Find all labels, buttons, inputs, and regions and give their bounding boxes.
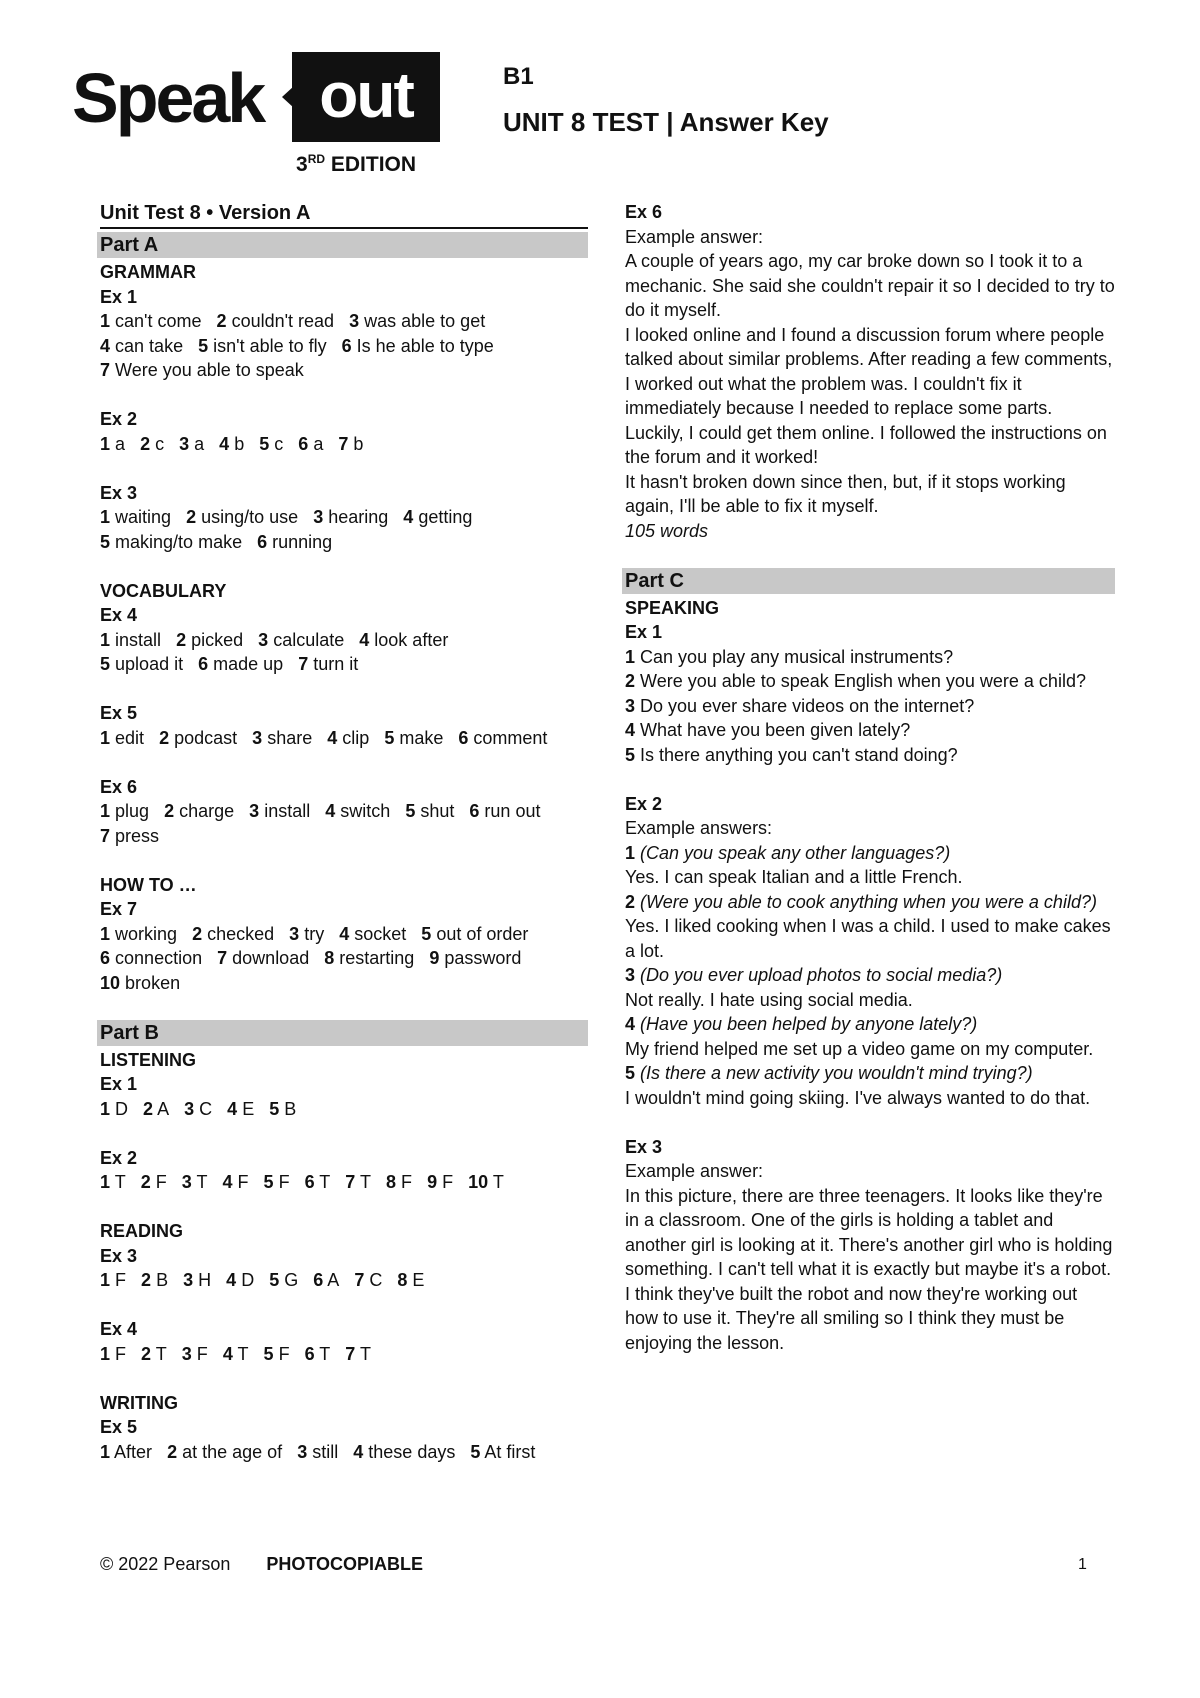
- speaking-example-answer: Yes. I liked cooking when I was a child. I used to make cakes a lot.: [625, 916, 1111, 961]
- answer-text: T: [360, 1172, 371, 1192]
- answer-text: A: [157, 1098, 170, 1119]
- speaking-example-question: [625, 1061, 1115, 1086]
- answer-number: 5: [100, 531, 111, 552]
- answer-number: 2: [140, 1172, 151, 1192]
- answer-text: make: [399, 727, 444, 748]
- answer-line: [100, 652, 588, 677]
- speaking-question: [625, 645, 1115, 670]
- answer-number: 3: [179, 433, 190, 454]
- answer-text: F: [237, 1172, 249, 1192]
- answer-line: [100, 505, 588, 530]
- answer-text: picked: [191, 629, 244, 650]
- answer-text: switch: [340, 801, 391, 821]
- answer-text: c: [155, 433, 165, 454]
- part-a-header: Part A: [97, 232, 588, 258]
- answer-line: [100, 799, 588, 824]
- answer-line: [100, 1268, 588, 1293]
- answer-text: At first: [484, 1441, 536, 1462]
- question-text: What have you been given lately?: [640, 720, 911, 740]
- answer-text: F: [115, 1343, 127, 1364]
- grammar-ex1-answers: [100, 309, 588, 383]
- answer-number: 3: [289, 923, 300, 944]
- vocab-ex5-heading: Ex 5: [100, 703, 138, 723]
- question-number: 5: [625, 744, 636, 765]
- part-b-header: Part B: [97, 1020, 588, 1046]
- writing-ex5-answers: [100, 1440, 588, 1465]
- answer-number: 2: [167, 1441, 178, 1462]
- answer-number: 10: [100, 972, 121, 993]
- document-header: [503, 62, 829, 138]
- reading-ex3-answers: [100, 1268, 588, 1293]
- speaking-ex2-list: [625, 841, 1115, 1111]
- answer-text: B: [156, 1270, 169, 1290]
- answer-number: 6: [100, 948, 111, 968]
- speaking-ex3-paragraph: In this picture, there are three teenagers. It looks like they're in a classroom. One of the girls is holding a tablet and another girl is looking at it. There's another girl who is holding something. I can't tell what it is exactly but maybe it's a robot. I think they've built the robot and now they're working out how to use it. They're all smiling so I think they must be enjoying the lesson.: [625, 1185, 1113, 1353]
- answer-number: 6: [304, 1343, 315, 1364]
- page-title: UNIT 8 TEST | Answer Key: [503, 107, 829, 137]
- answer-number: 9: [427, 1172, 438, 1192]
- answer-text: edit: [115, 727, 145, 748]
- answer-line: [100, 946, 588, 971]
- speaking-example-question: [625, 890, 1115, 915]
- answer-text: waiting: [115, 507, 172, 527]
- photocopiable-label: PHOTOCOPIABLE: [266, 1554, 424, 1574]
- left-column: [100, 200, 588, 1464]
- answer-line: [100, 971, 588, 996]
- answer-text: connection: [115, 948, 203, 968]
- answer-text: C: [199, 1098, 213, 1119]
- answer-text: password: [444, 948, 522, 968]
- writing-ex6-heading: Ex 6: [625, 202, 663, 222]
- answer-number: 5: [269, 1270, 280, 1290]
- answer-text: a: [313, 433, 324, 454]
- answer-number: 2: [216, 311, 227, 331]
- answer-text: at the age of: [182, 1441, 283, 1462]
- answer-text: hearing: [328, 507, 389, 527]
- answer-number: 5: [259, 433, 270, 454]
- question-text: (Is there a new activity you wouldn't mind trying?): [640, 1063, 1033, 1083]
- answer-text: restarting: [339, 948, 415, 968]
- speaking-question: [625, 743, 1115, 768]
- reading-ex4-answers: [100, 1342, 588, 1367]
- howto-ex7-answers: [100, 922, 588, 996]
- answer-text: download: [232, 948, 310, 968]
- grammar-ex3-answers: [100, 505, 588, 554]
- question-number: 3: [625, 965, 636, 985]
- answer-number: 8: [324, 948, 335, 968]
- writing-ex6-paragraph-2: I looked online and I found a discussion forum where people talked about similar problems. After reading a few comments, I worked out what the problem was. I couldn't fix it immediately because I needed to replace some parts. Luckily, I could get them online. I followed the instructions on the forum and it worked!: [625, 324, 1113, 467]
- answer-number: 2: [159, 727, 170, 748]
- speakout-logo: [72, 52, 442, 180]
- answer-text: E: [412, 1270, 425, 1290]
- part-c-header: Part C: [622, 568, 1115, 594]
- speaking-example-question: [625, 963, 1115, 988]
- answer-number: 3: [183, 1270, 194, 1290]
- vocab-ex4-answers: [100, 628, 588, 677]
- answer-text: these days: [368, 1441, 456, 1462]
- answer-text: can't come: [115, 311, 202, 331]
- question-number: 2: [625, 671, 636, 691]
- answer-number: 1: [100, 1441, 111, 1462]
- answer-number: 5: [421, 923, 432, 944]
- answer-text: share: [267, 727, 313, 748]
- answer-number: 3: [252, 727, 263, 748]
- grammar-ex3-heading: Ex 3: [100, 482, 138, 503]
- answer-number: 3: [181, 1343, 192, 1364]
- answer-text: out of order: [436, 923, 529, 944]
- answer-number: 7: [338, 433, 349, 454]
- speaking-ex3-heading: Ex 3: [625, 1136, 663, 1157]
- answer-number: 4: [403, 507, 414, 527]
- answer-text: look after: [374, 629, 449, 650]
- vocab-ex5-answers: [100, 726, 588, 751]
- answer-text: comment: [473, 727, 548, 748]
- howto-heading: HOW TO …: [100, 874, 197, 895]
- answer-text: making/to make: [115, 531, 243, 552]
- answer-number: 4: [222, 1172, 233, 1192]
- answer-number: 4: [325, 801, 336, 821]
- answer-text: B: [284, 1098, 297, 1119]
- question-number: 1: [625, 842, 636, 863]
- answer-text: try: [304, 923, 325, 944]
- answer-number: 1: [100, 801, 111, 821]
- answer-text: socket: [354, 923, 407, 944]
- answer-number: 5: [100, 654, 111, 674]
- answer-line: [100, 922, 588, 947]
- answer-text: T: [196, 1172, 208, 1192]
- answer-text: D: [115, 1098, 129, 1119]
- writing-heading: WRITING: [100, 1392, 178, 1413]
- answer-number: 1: [100, 311, 111, 331]
- speaking-example-answer: Not really. I hate using social media.: [625, 989, 913, 1010]
- answer-number: 8: [397, 1270, 408, 1290]
- answer-number: 1: [100, 507, 111, 527]
- answer-text: calculate: [273, 629, 345, 650]
- answer-line: [100, 726, 588, 751]
- reading-ex4-heading: Ex 4: [100, 1319, 138, 1339]
- answer-number: 4: [353, 1441, 364, 1462]
- answer-text: a: [115, 433, 126, 454]
- writing-ex6-paragraph-1: A couple of years ago, my car broke down so I took it to a mechanic. She said she couldn't repair it so I decided to try to do it myself.: [625, 251, 1115, 320]
- answer-number: 1: [100, 433, 111, 454]
- answer-number: 3: [184, 1098, 195, 1119]
- footer: [100, 1554, 423, 1575]
- answer-number: 4: [339, 923, 350, 944]
- listening-ex1-heading: Ex 1: [100, 1074, 138, 1094]
- level-label: B1: [503, 63, 534, 90]
- answer-number: 5: [263, 1172, 274, 1192]
- answer-number: 5: [405, 801, 416, 821]
- answer-number: 6: [304, 1172, 315, 1192]
- answer-text: T: [319, 1172, 331, 1192]
- speaking-ex2-example-label: Example answers:: [625, 818, 773, 838]
- copyright: © 2022 Pearson: [100, 1554, 231, 1574]
- vocabulary-heading: VOCABULARY: [100, 580, 227, 601]
- answer-number: 1: [100, 1270, 111, 1290]
- listening-ex2-heading: Ex 2: [100, 1147, 138, 1168]
- answer-number: 1: [100, 1172, 111, 1192]
- listening-ex2-answers: [100, 1170, 588, 1195]
- answer-number: 6: [198, 654, 209, 674]
- answer-number: 5: [470, 1441, 481, 1462]
- answer-line: [100, 1440, 588, 1465]
- answer-text: running: [272, 531, 333, 552]
- answer-text: Were you able to speak: [115, 360, 304, 380]
- answer-number: 4: [222, 1343, 233, 1364]
- answer-line: [100, 530, 588, 555]
- vocab-ex4-heading: Ex 4: [100, 605, 138, 625]
- answer-text: install: [264, 801, 311, 821]
- answer-text: T: [319, 1343, 331, 1364]
- answer-text: D: [241, 1270, 255, 1290]
- writing-ex6-word-count: 105 words: [625, 520, 709, 541]
- answer-number: 1: [100, 629, 111, 650]
- answer-text: F: [155, 1172, 167, 1192]
- right-column: [625, 200, 1115, 1355]
- answer-number: 7: [345, 1343, 356, 1364]
- answer-text: getting: [418, 507, 473, 527]
- answer-text: shut: [420, 801, 455, 821]
- answer-line: [100, 824, 588, 849]
- answer-number: 2: [186, 507, 197, 527]
- answer-number: 7: [354, 1270, 365, 1290]
- answer-number: 2: [141, 1343, 152, 1364]
- answer-text: c: [274, 433, 284, 454]
- page-number: 1: [1078, 1556, 1087, 1573]
- question-number: 4: [625, 720, 636, 740]
- answer-line: [100, 358, 588, 383]
- question-text: (Have you been helped by anyone lately?): [640, 1014, 978, 1034]
- answer-text: F: [115, 1270, 127, 1290]
- answer-line: [100, 628, 588, 653]
- answer-number: 4: [359, 629, 370, 650]
- answer-number: 6: [458, 727, 469, 748]
- speaking-example-answer: I wouldn't mind going skiing. I've always wanted to do that.: [625, 1087, 1091, 1108]
- answer-text: Is he able to type: [356, 335, 494, 356]
- speaking-question: [625, 718, 1115, 743]
- answer-number: 1: [100, 1098, 111, 1119]
- answer-number: 6: [257, 531, 268, 552]
- question-text: Is there anything you can't stand doing?: [640, 744, 958, 765]
- grammar-heading: GRAMMAR: [100, 262, 196, 282]
- speaking-ex1-list: [625, 645, 1115, 768]
- speaking-question: [625, 694, 1115, 719]
- logo-speak-word: Speak: [72, 59, 264, 137]
- question-number: 1: [625, 646, 636, 667]
- question-number: 5: [625, 1063, 636, 1083]
- question-number: 2: [625, 891, 636, 912]
- answer-number: 3: [249, 801, 260, 821]
- answer-number: 6: [469, 801, 480, 821]
- answer-text: made up: [213, 654, 284, 674]
- answer-text: couldn't read: [231, 311, 335, 331]
- answer-number: 7: [217, 948, 228, 968]
- answer-number: 4: [226, 1270, 237, 1290]
- answer-number: 2: [140, 433, 151, 454]
- answer-text: turn it: [313, 654, 359, 674]
- answer-text: working: [115, 923, 178, 944]
- version-title: Unit Test 8 • Version A: [100, 200, 588, 229]
- answer-number: 7: [298, 654, 309, 674]
- speaking-heading: SPEAKING: [625, 597, 720, 618]
- question-text: (Do you ever upload photos to social media?): [640, 965, 1003, 985]
- answer-text: F: [278, 1172, 290, 1192]
- answer-line: [100, 1342, 588, 1367]
- answer-number: 5: [384, 727, 395, 748]
- answer-number: 5: [269, 1098, 280, 1119]
- answer-number: 3: [313, 507, 324, 527]
- answer-number: 7: [100, 360, 111, 380]
- answer-text: F: [401, 1172, 413, 1192]
- answer-text: b: [234, 433, 245, 454]
- answer-number: 5: [263, 1343, 274, 1364]
- listening-heading: LISTENING: [100, 1049, 197, 1070]
- answer-number: 10: [468, 1172, 489, 1192]
- answer-text: After: [114, 1441, 153, 1462]
- grammar-ex2-answers: [100, 432, 588, 457]
- answer-number: 1: [100, 923, 111, 944]
- speaking-ex1-heading: Ex 1: [625, 622, 663, 642]
- answer-number: 6: [341, 335, 352, 356]
- answer-text: T: [360, 1343, 371, 1364]
- speaking-question: [625, 669, 1115, 694]
- answer-line: [100, 334, 588, 359]
- answer-text: H: [198, 1270, 212, 1290]
- question-text: Can you play any musical instruments?: [640, 646, 954, 667]
- question-number: 3: [625, 695, 636, 716]
- question-text: (Can you speak any other languages?): [640, 842, 951, 863]
- answer-text: A: [327, 1270, 340, 1290]
- answer-number: 2: [141, 1270, 152, 1290]
- answer-text: charge: [179, 801, 235, 821]
- logo-out-word: out: [292, 52, 440, 142]
- answer-text: b: [353, 433, 364, 454]
- speaking-example-question: [625, 841, 1115, 866]
- answer-number: 4: [227, 1098, 238, 1119]
- grammar-ex1-heading: Ex 1: [100, 286, 138, 307]
- answer-text: run out: [484, 801, 541, 821]
- answer-number: 8: [386, 1172, 397, 1192]
- answer-number: 6: [298, 433, 309, 454]
- answer-number: 6: [313, 1270, 324, 1290]
- speaking-ex2-heading: Ex 2: [625, 793, 663, 814]
- answer-text: F: [278, 1343, 290, 1364]
- listening-ex1-answers: [100, 1097, 588, 1122]
- answer-text: F: [196, 1343, 208, 1364]
- answer-text: T: [114, 1172, 126, 1192]
- grammar-ex2-heading: Ex 2: [100, 409, 138, 429]
- answer-number: 5: [198, 335, 209, 356]
- answer-text: T: [237, 1343, 249, 1364]
- answer-line: [100, 432, 588, 457]
- answer-number: 4: [219, 433, 230, 454]
- answer-text: C: [369, 1270, 383, 1290]
- answer-number: 3: [181, 1172, 192, 1192]
- answer-number: 2: [192, 923, 203, 944]
- answer-text: using/to use: [201, 507, 299, 527]
- reading-ex3-heading: Ex 3: [100, 1245, 138, 1266]
- answer-text: still: [312, 1441, 339, 1462]
- answer-text: broken: [125, 972, 181, 993]
- answer-text: G: [284, 1270, 299, 1290]
- vocab-ex6-heading: Ex 6: [100, 776, 138, 797]
- answer-text: F: [442, 1172, 454, 1192]
- howto-ex7-heading: Ex 7: [100, 899, 138, 919]
- vocab-ex6-answers: [100, 799, 588, 848]
- answer-text: upload it: [115, 654, 184, 674]
- reading-heading: READING: [100, 1221, 184, 1241]
- answer-number: 1: [100, 1343, 111, 1364]
- answer-number: 4: [100, 335, 111, 356]
- answer-text: install: [115, 629, 162, 650]
- answer-text: podcast: [174, 727, 238, 748]
- answer-number: 2: [143, 1098, 154, 1119]
- answer-text: plug: [115, 801, 150, 821]
- answer-line: [100, 1097, 588, 1122]
- question-text: (Were you able to cook anything when you were a child?): [640, 891, 1097, 912]
- speaking-example-question: [625, 1012, 1115, 1037]
- answer-text: checked: [207, 923, 275, 944]
- writing-ex5-heading: Ex 5: [100, 1417, 138, 1437]
- answer-number: 7: [100, 825, 111, 846]
- answer-number: 3: [349, 311, 360, 331]
- writing-ex6-example-label: Example answer:: [625, 226, 764, 247]
- answer-number: 9: [429, 948, 440, 968]
- answer-text: clip: [342, 727, 370, 748]
- answer-number: 3: [258, 629, 269, 650]
- answer-number: 2: [164, 801, 175, 821]
- question-text: Were you able to speak English when you were a child?: [640, 671, 1086, 691]
- question-number: 4: [625, 1014, 636, 1034]
- answer-text: E: [242, 1098, 255, 1119]
- question-text: Do you ever share videos on the internet?: [640, 695, 975, 716]
- speaking-example-answer: Yes. I can speak Italian and a little French.: [625, 867, 963, 887]
- answer-number: 3: [297, 1441, 308, 1462]
- writing-ex6-paragraph-3: It hasn't broken down since then, but, if it stops working again, I'll be able to fix it myself.: [625, 471, 1066, 516]
- answer-line: [100, 1170, 588, 1195]
- speaking-ex3-example-label: Example answer:: [625, 1161, 764, 1181]
- answer-text: was able to get: [364, 311, 486, 331]
- answer-number: 1: [100, 727, 111, 748]
- answer-number: 2: [176, 629, 187, 650]
- answer-line: [100, 309, 588, 334]
- answer-text: can take: [115, 335, 184, 356]
- answer-number: 7: [345, 1172, 356, 1192]
- answer-text: isn't able to fly: [213, 335, 327, 356]
- speaking-example-answer: My friend helped me set up a video game on my computer.: [625, 1038, 1094, 1059]
- answer-number: 4: [327, 727, 338, 748]
- answer-text: press: [115, 825, 160, 846]
- logo-edition: 3RD EDITION: [296, 152, 417, 176]
- answer-text: a: [194, 433, 205, 454]
- answer-text: T: [155, 1343, 167, 1364]
- answer-text: T: [492, 1172, 504, 1192]
